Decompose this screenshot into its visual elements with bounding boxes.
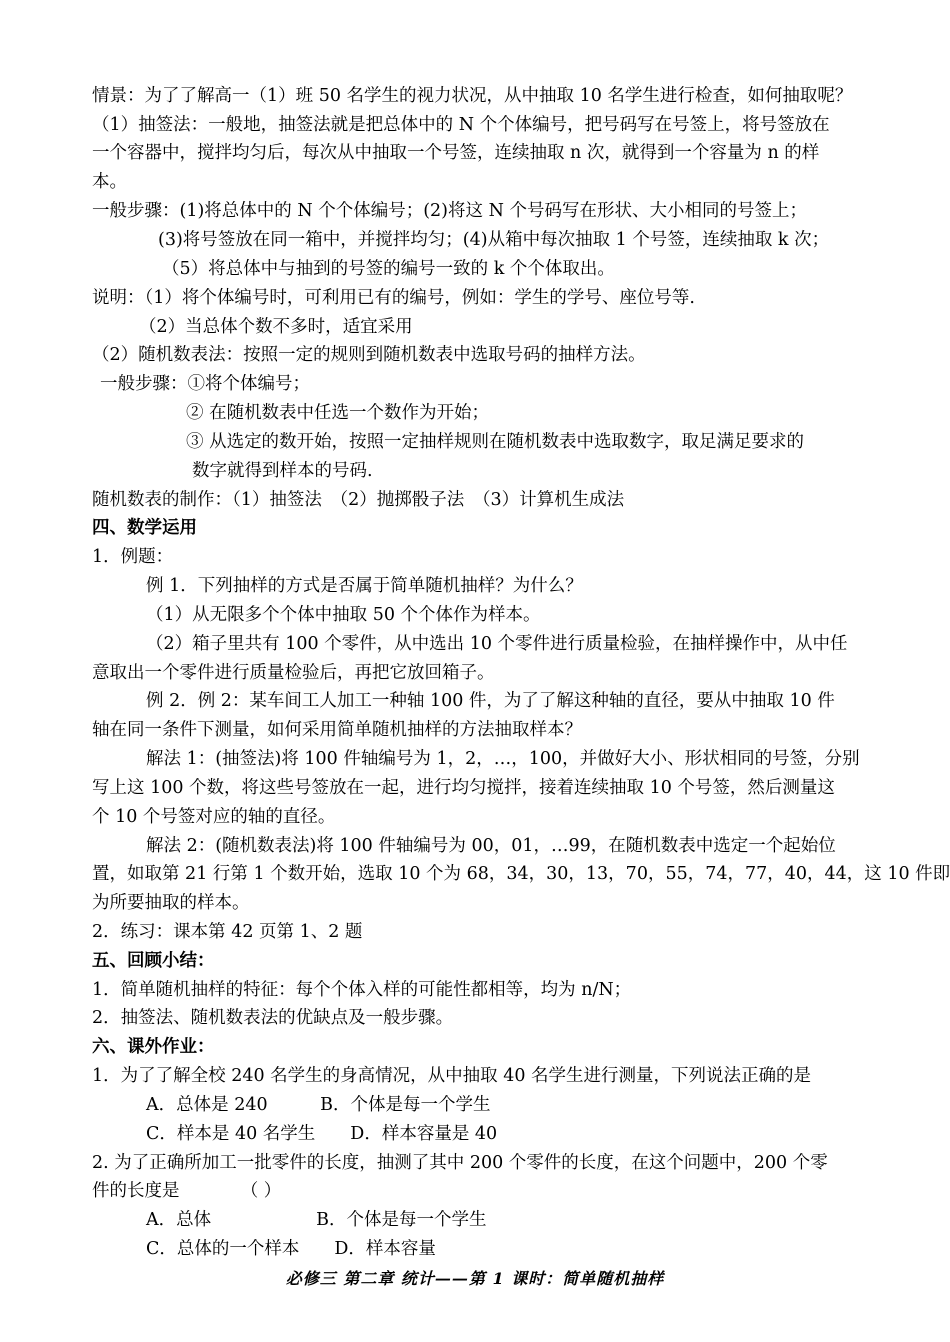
text-line: 个 10 个号签对应的轴的直径。	[92, 807, 336, 827]
text-line: 1．例题：	[92, 547, 174, 567]
text-line: 例 1．下列抽样的方式是否属于简单随机抽样？为什么？	[146, 576, 583, 596]
text-line: 解法 1：(抽签法)将 100 件轴编号为 1，2，…，100，并做好大小、形状相同的号签，分别	[146, 749, 860, 769]
text-line: (3)将号签放在同一箱中，并搅拌均匀；(4)从箱中每次抽取 1 个号签，连续抽取 k 次；	[158, 230, 830, 250]
section-heading: 六、课外作业：	[92, 1037, 215, 1057]
text-line: （2）当总体个数不多时，适宜采用	[139, 317, 413, 337]
text-line: （1）抽签法：一般地，抽签法就是把总体中的 N 个个体编号，把号码写在号签上，将号签放在	[92, 115, 830, 135]
text-line: 轴在同一条件下测量，如何采用简单随机抽样的方法抽取样本？	[92, 720, 582, 740]
option-line: A．总体是 240 B．个体是每一个学生	[146, 1095, 491, 1115]
text-line: 为所要抽取的样本。	[92, 893, 250, 913]
text-line: （2）箱子里共有 100 个零件，从中选出 10 个零件进行质量检验，在抽样操作中，从中任	[146, 634, 848, 654]
text-line: 意取出一个零件进行质量检验后，再把它放回箱子。	[92, 663, 495, 683]
text-line: （5）将总体中与抽到的号签的编号一致的 k 个个体取出。	[162, 259, 615, 279]
text-line: （2）随机数表法：按照一定的规则到随机数表中选取号码的抽样方法。	[92, 345, 646, 365]
text-line: 例 2．例 2：某车间工人加工一种轴 100 件，为了了解这种轴的直径，要从中抽取 10 件	[146, 691, 835, 711]
text-line: 1．为了了解全校 240 名学生的身高情况，从中抽取 40 名学生进行测量，下列说法正确的是	[92, 1066, 812, 1086]
option-line: C．样本是 40 名学生 D．样本容量是 40	[146, 1124, 498, 1144]
section-heading: 五、回顾小结：	[92, 951, 215, 971]
text-line: 件的长度是 （ ）	[92, 1181, 282, 1201]
text-line: 本。	[92, 172, 127, 192]
text-line: 2．抽签法、随机数表法的优缺点及一般步骤。	[92, 1008, 454, 1028]
text-line: 写上这 100 个数，将这些号签放在一起，进行均匀搅拌，接着连续抽取 10 个号签，然后测量这	[92, 778, 835, 798]
text-line: 随机数表的制作：（1）抽签法 （2）抛掷骰子法 （3）计算机生成法	[92, 490, 625, 510]
text-line: 数字就得到样本的号码.	[192, 461, 373, 481]
text-line: ② 在随机数表中任选一个数作为开始；	[186, 403, 490, 423]
text-line: 说明：（1）将个体编号时，可利用已有的编号，例如：学生的学号、座位号等.	[92, 288, 695, 308]
option-line: A．总体 B．个体是每一个学生	[146, 1210, 487, 1230]
text-line: 解法 2：(随机数表法)将 100 件轴编号为 00，01，…99，在随机数表中选定一个起始位	[146, 836, 836, 856]
section-heading: 四、数学运用	[92, 518, 197, 538]
text-line: 情景：为了了解高一（1）班 50 名学生的视力状况，从中抽取 10 名学生进行检查，如何抽取呢？	[92, 86, 853, 106]
text-line: 置，如取第 21 行第 1 个数开始，选取 10 个为 68，34，30，13，70，55，74，77，40，44，这 10 件即	[92, 864, 950, 884]
text-line: 一个容器中，搅拌均匀后，每次从中抽取一个号签，连续抽取 n 次，就得到一个容量为 n 的样	[92, 143, 820, 163]
page-footer: 必修三 第二章 统计——第 1 课时：简单随机抽样	[285, 1269, 665, 1288]
text-line: 一般步骤：(1)将总体中的 N 个个体编号；(2)将这 N 个号码写在形状、大小相同的号签上；	[92, 201, 807, 221]
text-line: 一般步骤：①将个体编号；	[100, 374, 310, 394]
text-line: 2. 为了正确所加工一批零件的长度，抽测了其中 200 个零件的长度，在这个问题中，200 个零	[92, 1153, 828, 1173]
text-line: 2．练习：课本第 42 页第 1、2 题	[92, 922, 363, 942]
text-line: （1）从无限多个个体中抽取 50 个个体作为样本。	[146, 605, 541, 625]
text-line: 1．简单随机抽样的特征：每个个体入样的可能性都相等，均为 n/N；	[92, 980, 632, 1000]
text-line: ③ 从选定的数开始，按照一定抽样规则在随机数表中选取数字，取足满足要求的	[186, 432, 805, 452]
option-line: C．总体的一个样本 D．样本容量	[146, 1239, 436, 1259]
